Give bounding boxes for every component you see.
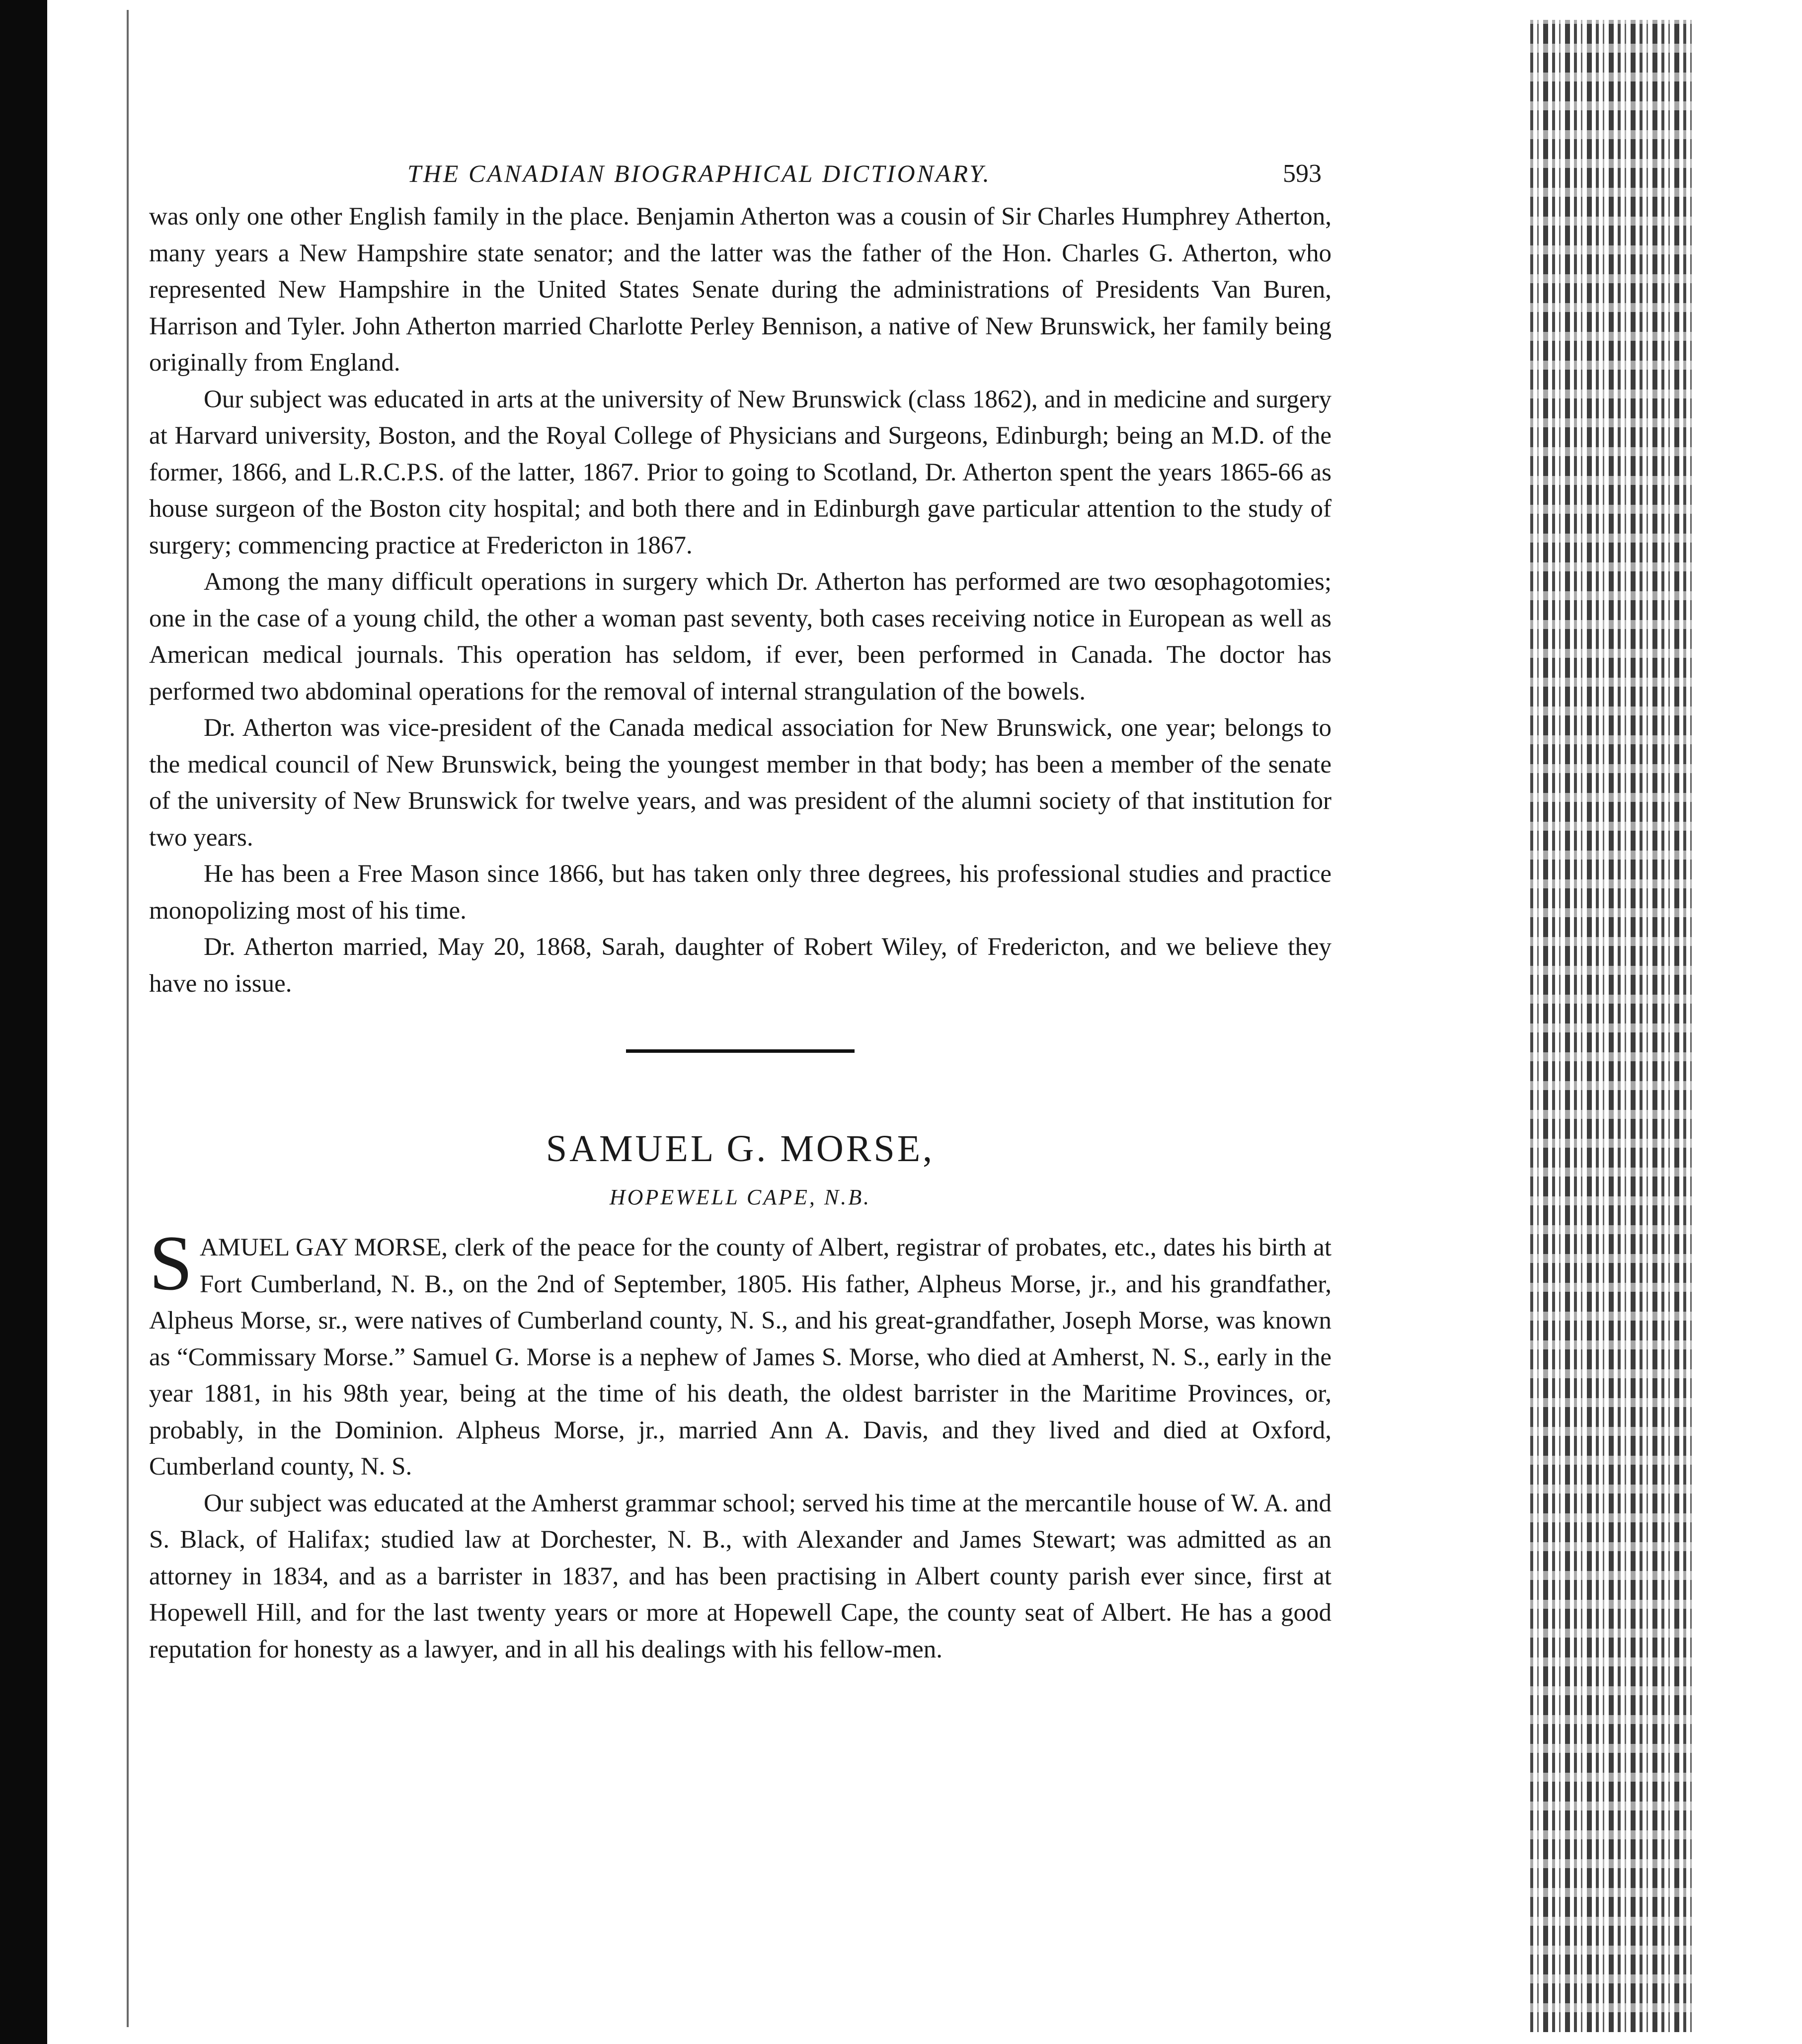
- scan-gutter-line: [127, 10, 129, 2027]
- book-page: [149, 159, 1332, 1668]
- section-divider: [626, 1049, 855, 1053]
- scan-left-border: [0, 0, 47, 2044]
- paragraph: was only one other English family in the place. Benjamin Atherton was a cousin of Sir Charles Humphrey Atherton, many years a New Hampshire state senator; and the latter was the father of the Hon. Charles G. Atherton, who represented New Hampshire in the United States Senate during the administrations of Presidents Van Buren, Harrison and Tyler. John Atherton married Charlotte Perley Bennison, a native of New Brunswick, her family being originally from England.: [149, 203, 1332, 377]
- paragraph: Our subject was educated at the Amherst grammar school; served his time at the mercantile house of W. A. and S. Black, of Halifax; studied law at Dorchester, N. B., with Alexander and James Stewart; was admitted as an attorney in 1834, and as a barrister in 1837, and has been practising in Albert county parish ever since, first at Hopewell Hill, and for the last twenty years or more at Hopewell Cape, the county seat of Albert. He has a good reputation for honesty as a lawyer, and in all his dealings with his fellow-men.: [149, 1489, 1332, 1663]
- lead-paragraph-text: AMUEL GAY MORSE, clerk of the peace for the county of Albert, registrar of probates, etc., dates his birth at Fort Cumberland, N. B., on the 2nd of September, 1805. His father, Alpheus Morse, jr., and his grandfather, Alpheus Morse, sr., were natives of Cumberland county, N. S., and his great-grandfather, Joseph Morse, was known as “Commissary Morse.” Samuel G. Morse is a nephew of James S. Morse, who died at Amherst, N. S., early in the year 1881, in his 98th year, being at the time of his death, the oldest barrister in the Maritime Provinces, or, probably, in the Dominion. Alpheus Morse, jr., married Ann A. Davis, and they lived and died at Oxford, Cumberland county, N. S.: [149, 1234, 1332, 1481]
- running-title: THE CANADIAN BIOGRAPHICAL DICTIONARY.: [407, 159, 991, 187]
- paragraph: Among the many difficult operations in surgery which Dr. Atherton has performed are two œsophagotomies; one in the case of a young child, the other a woman past seventy, both cases receiving notice in European as well as American medical journals. This operation has seldom, if ever, been performed in Canada. The doctor has performed two abdominal operations for the removal of internal strangulation of the bowels.: [149, 568, 1332, 706]
- atherton-entry-continued: [149, 199, 1332, 1002]
- running-head: [149, 159, 1332, 199]
- scan-page-edge-noise: [1530, 20, 1694, 2032]
- entry-heading: SAMUEL G. MORSE,: [546, 1128, 935, 1170]
- paragraph: Dr. Atherton married, May 20, 1868, Sarah, daughter of Robert Wiley, of Fredericton, and we believe they have no issue.: [149, 933, 1332, 998]
- paragraph: Dr. Atherton was vice-president of the Canada medical association for New Brunswick, one year; belongs to the medical council of New Brunswick, being the youngest member in that body; has been a member of the senate of the university of New Brunswick for twelve years, and was president of the alumni society of that institution for two years.: [149, 714, 1332, 852]
- page-number: 593: [1283, 159, 1322, 188]
- drop-cap: S: [149, 1220, 193, 1307]
- lead-paragraph: [149, 1220, 1332, 1486]
- entry-place: HOPEWELL CAPE, N.B.: [609, 1185, 871, 1209]
- morse-entry: [149, 1127, 1332, 1668]
- paragraph: He has been a Free Mason since 1866, but has taken only three degrees, his professional studies and practice monopolizing most of his time.: [149, 860, 1332, 925]
- paragraph: Our subject was educated in arts at the university of New Brunswick (class 1862), and in medicine and surgery at Harvard university, Boston, and the Royal College of Physicians and Surgeons, Edinburgh; being an M.D. of the former, 1866, and L.R.C.P.S. of the latter, 1867. Prior to going to Scotland, Dr. Atherton spent the years 1865-66 as house surgeon of the Boston city hospital; and both there and in Edinburgh gave particular attention to the study of surgery; commencing practice at Fredericton in 1867.: [149, 385, 1332, 559]
